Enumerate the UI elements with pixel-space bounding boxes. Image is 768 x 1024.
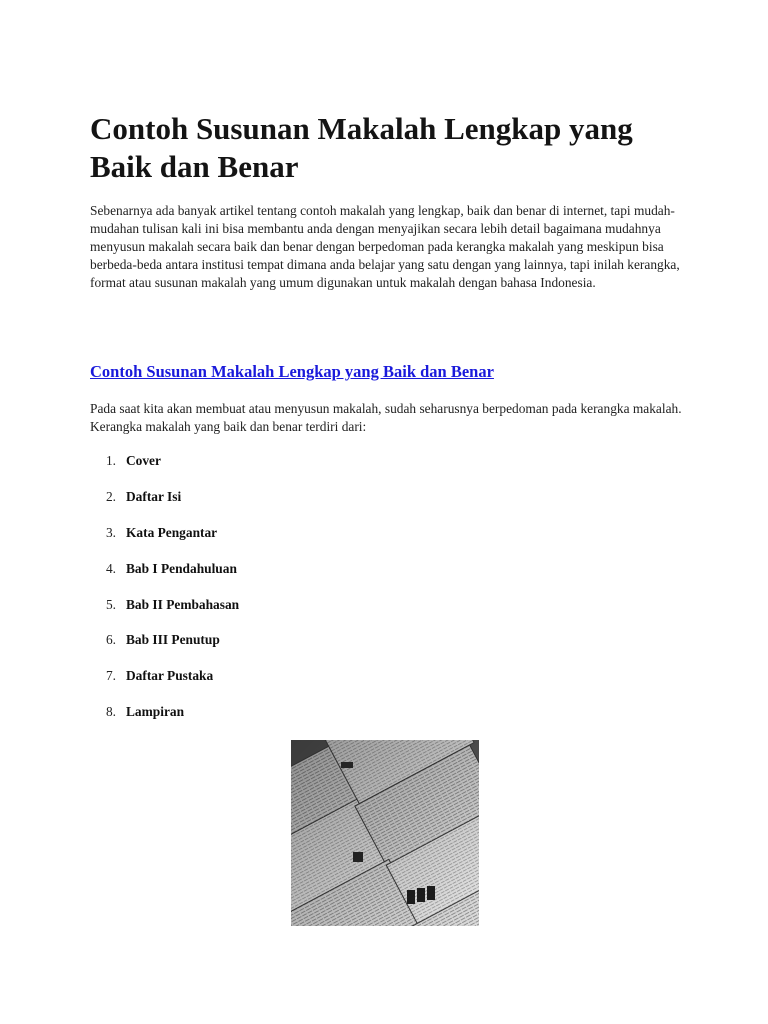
list-number: 4. — [105, 560, 116, 576]
section-heading-link[interactable]: Contoh Susunan Makalah Lengkap yang Baik dan Benar — [90, 362, 494, 381]
list-number: 5. — [105, 596, 116, 612]
list-item — [90, 631, 490, 667]
list-number: 1. — [105, 453, 116, 468]
list-item — [90, 488, 490, 524]
list-item — [90, 452, 490, 488]
outline-list — [90, 452, 490, 739]
list-label: Bab I Pendahuluan — [126, 560, 237, 576]
list-item — [90, 703, 490, 739]
list-label: Cover — [126, 453, 161, 468]
outline-intro-paragraph: Pada saat kita akan membuat atau menyusun makalah, sudah seharusnya berpedoman pada kerangka makalah. Kerangka makalah yang baik dan benar terdiri dari: — [90, 401, 682, 434]
page-title: Contoh Susunan Makalah Lengkap yang Baik dan Benar — [90, 111, 633, 184]
list-label: Lampiran — [126, 704, 185, 720]
list-number: 8. — [105, 704, 116, 720]
list-label: Daftar Isi — [126, 488, 182, 504]
list-item — [90, 560, 490, 596]
list-number: 2. — [105, 488, 116, 504]
list-label: Bab II Pembahasan — [126, 596, 240, 612]
list-label: Bab III Penutup — [126, 632, 220, 648]
intro-paragraph: Sebenarnya ada banyak artikel tentang contoh makalah yang lengkap, baik dan benar di internet, tapi mudah-mudahan tulisan kali ini bisa membantu anda dengan menyajikan secara lebih detail bagaimana mudahnya menyusun makalah secara baik dan benar dengan berpedoman pada kerangka makalah yang meskipun bisa berbeda-beda antara institusi tempat dimana anda belajar yang satu dengan yang lainnya, tapi inilah kerangka, format atau susunan makalah yang umum digunakan untuk makalah dengan bahasa Indonesia. — [90, 203, 680, 290]
papers-photo — [291, 740, 479, 926]
list-number: 3. — [105, 524, 116, 540]
list-item — [90, 596, 490, 632]
list-item — [90, 524, 490, 560]
list-number: 7. — [105, 668, 116, 684]
list-label: Daftar Pustaka — [126, 668, 214, 684]
list-label: Kata Pengantar — [126, 524, 218, 540]
list-number: 6. — [105, 632, 116, 648]
list-item — [90, 667, 490, 703]
